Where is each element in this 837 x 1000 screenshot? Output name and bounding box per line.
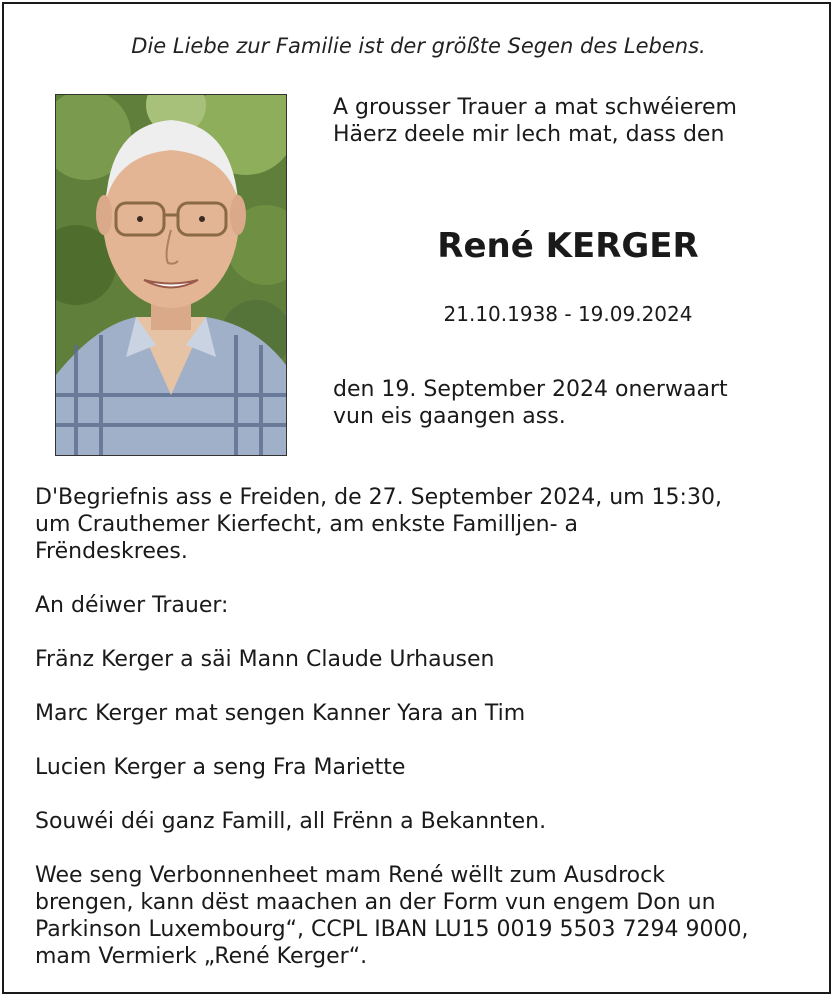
intro-line: A grousser Trauer a mat schwéierem [333,95,737,120]
motto: Die Liebe zur Familie ist der größte Segen des Lebens. [131,34,706,58]
passing-text [333,376,728,430]
passing-line: den 19. September 2024 onerwaart [333,377,728,402]
life-dates: 21.10.1938 - 19.09.2024 [443,302,693,326]
donation-line: mam Vermierk „René Kerger“. [35,944,368,969]
passing-line: vun eis gaangen ass. [333,404,566,429]
funeral-line: Frëndeskrees. [35,539,188,564]
intro-line: Häerz deele mir lech mat, dass den [333,122,725,147]
deceased-name: René KERGER [437,226,699,266]
donation-line: brengen, kann dëst maachen an der Form vun engem Don un [35,890,716,915]
mourner-entry: Lucien Kerger a seng Fra Mariette [35,755,406,780]
mourners-heading: An déiwer Trauer: [35,593,229,618]
mourner-entry: Marc Kerger mat sengen Kanner Yara an Tim [35,701,526,726]
portrait-photo [55,94,287,456]
donation-paragraph [35,862,815,970]
donation-line: Wee seng Verbonnenheet mam René wëllt zum Ausdrock [35,863,665,888]
obituary-body [35,484,815,970]
funeral-line: D'Begriefnis ass e Freiden, de 27. September 2024, um 15:30, [35,485,722,510]
intro-text [333,94,737,148]
funeral-paragraph [35,484,815,565]
donation-line: Parkinson Luxembourg“, CCPL IBAN LU15 0019 5503 7294 9000, [35,917,749,942]
mourner-entry: Souwéi déi ganz Famill, all Frënn a Bekannten. [35,809,547,834]
mourner-entry: Fränz Kerger a säi Mann Claude Urhausen [35,647,495,672]
funeral-line: um Crauthemer Kierfecht, am enkste Familljen- a [35,512,578,537]
